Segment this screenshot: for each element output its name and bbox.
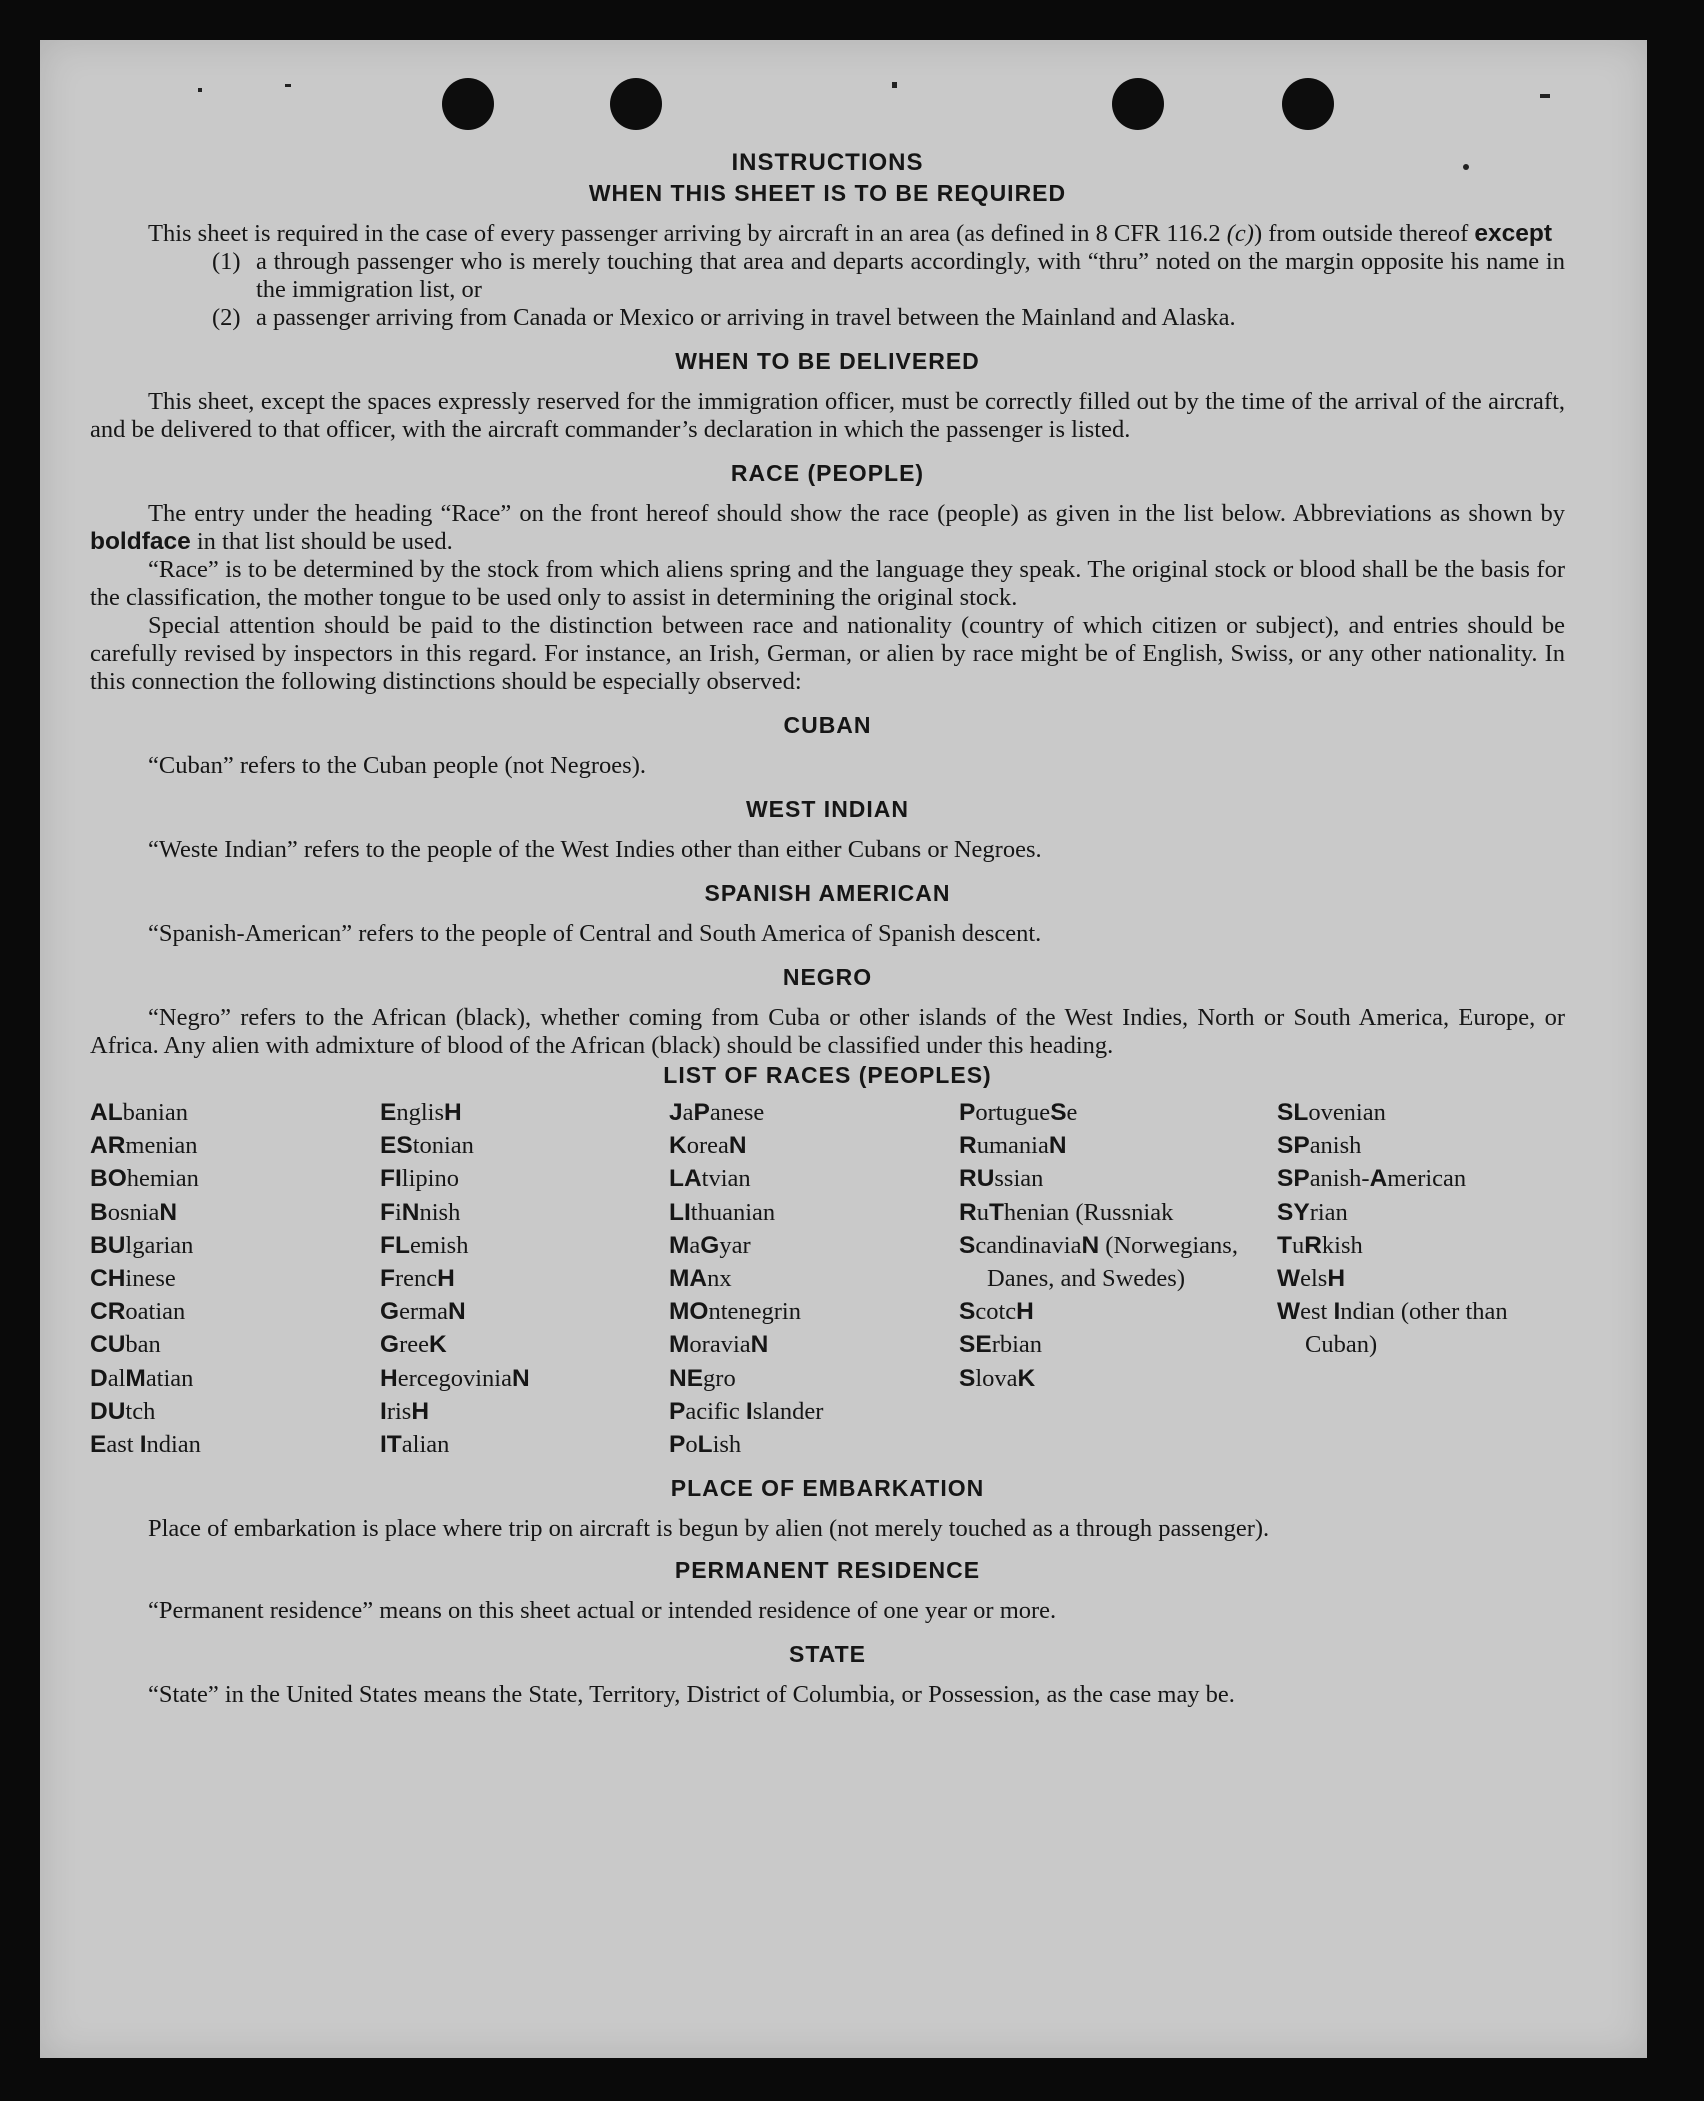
race-entry: MoraviaN xyxy=(669,1331,769,1359)
document-page xyxy=(40,40,1647,2058)
race-column xyxy=(380,1096,669,1461)
instructions-content xyxy=(90,148,1565,1709)
race-entry: MaGyar xyxy=(669,1231,751,1259)
race-entry: ARmenian xyxy=(90,1132,198,1160)
race-entry: KoreaN xyxy=(669,1132,747,1160)
punch-hole xyxy=(1112,78,1164,130)
race-entry: MAnx xyxy=(669,1265,732,1293)
race-paragraph-3: Special attention should be paid to the distinction between race and nationality (country of which citizen or subject), and entries should be carefully revised by inspectors in this regard. For instance, an Irish, German, or alien by race might be of English, Swiss, or any other nationality. In this connection the following distinctions should be especially observed: xyxy=(90,612,1565,695)
race-entry: Pacific Islander xyxy=(669,1397,824,1425)
race-entry: DalMatian xyxy=(90,1364,194,1392)
heading-cuban: CUBAN xyxy=(783,712,872,738)
race-entry: LAtvian xyxy=(669,1165,751,1193)
race-column xyxy=(669,1096,959,1461)
exception-item: (2) a passenger arriving from Canada or Mexico or arriving in travel between the Mainland and Alaska. xyxy=(212,304,1236,331)
race-entry: CRoatian xyxy=(90,1298,186,1326)
race-entry: ITalian xyxy=(380,1431,450,1459)
race-entry: CHinese xyxy=(90,1265,176,1293)
race-entry: JaPanese xyxy=(669,1099,765,1126)
race-entry: BOhemian xyxy=(90,1165,199,1193)
instructions-title: INSTRUCTIONS xyxy=(731,149,924,176)
race-paragraph-2: “Race” is to be determined by the stock from which aliens spring and the language they speak. The original stock or blood shall be the basis for the classification, the mother tongue to be used only to assist in determining the original stock. xyxy=(90,556,1565,611)
negro-text: “Negro” refers to the African (black), whether coming from Cuba or other islands of the West Indies, North or South America, Europe, or Africa. Any alien with admixture of blood of the African (black) should be classified under this heading. xyxy=(90,1004,1565,1059)
speck xyxy=(285,84,291,87)
race-list xyxy=(90,1096,1565,1461)
race-entry: SLovenian xyxy=(1277,1099,1386,1126)
race-entry: RuThenian (Russniak xyxy=(959,1198,1174,1226)
race-entry: FrencH xyxy=(380,1265,455,1293)
race-entry: TuRkish xyxy=(1277,1231,1363,1259)
spanish-american-text: “Spanish-American” refers to the people of Central and South America of Spanish descent. xyxy=(148,920,1042,947)
race-entry: SYrian xyxy=(1277,1198,1348,1226)
race-entry: WelsH xyxy=(1277,1265,1346,1293)
race-entry: ScandinaviaN (Norwegians, Danes, and Swedes) xyxy=(959,1231,1238,1293)
punch-hole xyxy=(1282,78,1334,130)
race-entry: LIthuanian xyxy=(669,1198,776,1226)
race-entry: SErbian xyxy=(959,1331,1043,1359)
heading-when-required: WHEN THIS SHEET IS TO BE REQUIRED xyxy=(588,180,1067,206)
race-column xyxy=(959,1096,1277,1461)
speck xyxy=(1540,94,1550,98)
heading-place-of-embarkation: PLACE OF EMBARKATION xyxy=(670,1475,985,1502)
speck xyxy=(198,88,202,92)
when-delivered-text: This sheet, except the spaces expressly reserved for the immigration officer, must be correctly filled out by the time of the arrival of the aircraft, and be delivered to that officer, with the aircraft commander’s declaration in which the passenger is listed. xyxy=(90,388,1565,443)
west-indian-text: “Weste Indian” refers to the people of the West Indies other than either Cubans or Negroes. xyxy=(148,836,1042,863)
race-entry: FiNnish xyxy=(380,1198,461,1226)
race-entry: FIlipino xyxy=(380,1165,459,1193)
race-entry: RUssian xyxy=(959,1165,1044,1193)
race-entry: HercegoviniaN xyxy=(380,1364,530,1392)
race-entry: IrisH xyxy=(380,1397,430,1425)
race-entry: RumaniaN xyxy=(959,1132,1067,1160)
cuban-text: “Cuban” refers to the Cuban people (not Negroes). xyxy=(148,752,646,779)
heading-spanish-american: SPANISH AMERICAN xyxy=(704,880,951,906)
race-entry: ALbanian xyxy=(90,1099,188,1126)
race-entry: BosniaN xyxy=(90,1198,178,1226)
heading-state: STATE xyxy=(789,1641,866,1668)
race-entry: PoLish xyxy=(669,1431,742,1459)
exception-item: (1) a through passenger who is merely touching that area and departs accordingly, with “thru” noted on the margin opposite his name in the immigration list, or xyxy=(212,248,1565,303)
punch-hole xyxy=(610,78,662,130)
race-entry: FLemish xyxy=(380,1231,469,1259)
race-entry: PortugueSe xyxy=(959,1099,1078,1126)
race-column xyxy=(90,1096,380,1461)
race-entry: West Indian (other than Cuban) xyxy=(1277,1298,1508,1359)
heading-west-indian: WEST INDIAN xyxy=(745,796,910,822)
residence-text: “Permanent residence” means on this sheet actual or intended residence of one year or more. xyxy=(148,1597,1057,1625)
race-entry: EnglisH xyxy=(380,1099,462,1126)
when-required-intro: This sheet is required in the case of every passenger arriving by aircraft in an area (as defined in 8 CFR 116.2 (c)) from outside thereof except xyxy=(148,220,1553,247)
heading-list-of-races: LIST OF RACES (PEOPLES) xyxy=(663,1062,992,1088)
heading-negro: NEGRO xyxy=(782,964,873,990)
punch-hole xyxy=(442,78,494,130)
race-column xyxy=(1277,1096,1567,1461)
race-entry: SlovaK xyxy=(959,1364,1036,1392)
race-entry: EStonian xyxy=(380,1132,474,1160)
race-entry: GermaN xyxy=(380,1298,466,1326)
race-entry: East Indian xyxy=(90,1431,201,1459)
race-entry: MOntenegrin xyxy=(669,1298,801,1326)
state-text: “State” in the United States means the State, Territory, District of Columbia, or Possession, as the case may be. xyxy=(148,1681,1235,1709)
race-entry: ScotcH xyxy=(959,1298,1034,1326)
race-paragraph-1: The entry under the heading “Race” on the front hereof should show the race (people) as given in the list below. Abbreviations as shown by boldface in that list should be used. xyxy=(90,500,1565,555)
embarkation-text: Place of embarkation is place where trip on aircraft is begun by alien (not merely touched as a through passenger). xyxy=(148,1515,1270,1543)
heading-permanent-residence: PERMANENT RESIDENCE xyxy=(674,1557,981,1584)
race-entry: CUban xyxy=(90,1331,161,1359)
speck xyxy=(892,82,897,88)
race-entry: NEgro xyxy=(669,1364,736,1392)
race-entry: BUlgarian xyxy=(90,1231,194,1259)
heading-when-delivered: WHEN TO BE DELIVERED xyxy=(675,348,980,374)
race-entry: GreeK xyxy=(380,1331,447,1359)
race-entry: DUtch xyxy=(90,1397,156,1425)
race-entry: SPanish-American xyxy=(1277,1165,1467,1193)
race-entry: SPanish xyxy=(1277,1132,1362,1160)
heading-race: RACE (PEOPLE) xyxy=(730,460,925,486)
exception-list xyxy=(212,248,1565,332)
